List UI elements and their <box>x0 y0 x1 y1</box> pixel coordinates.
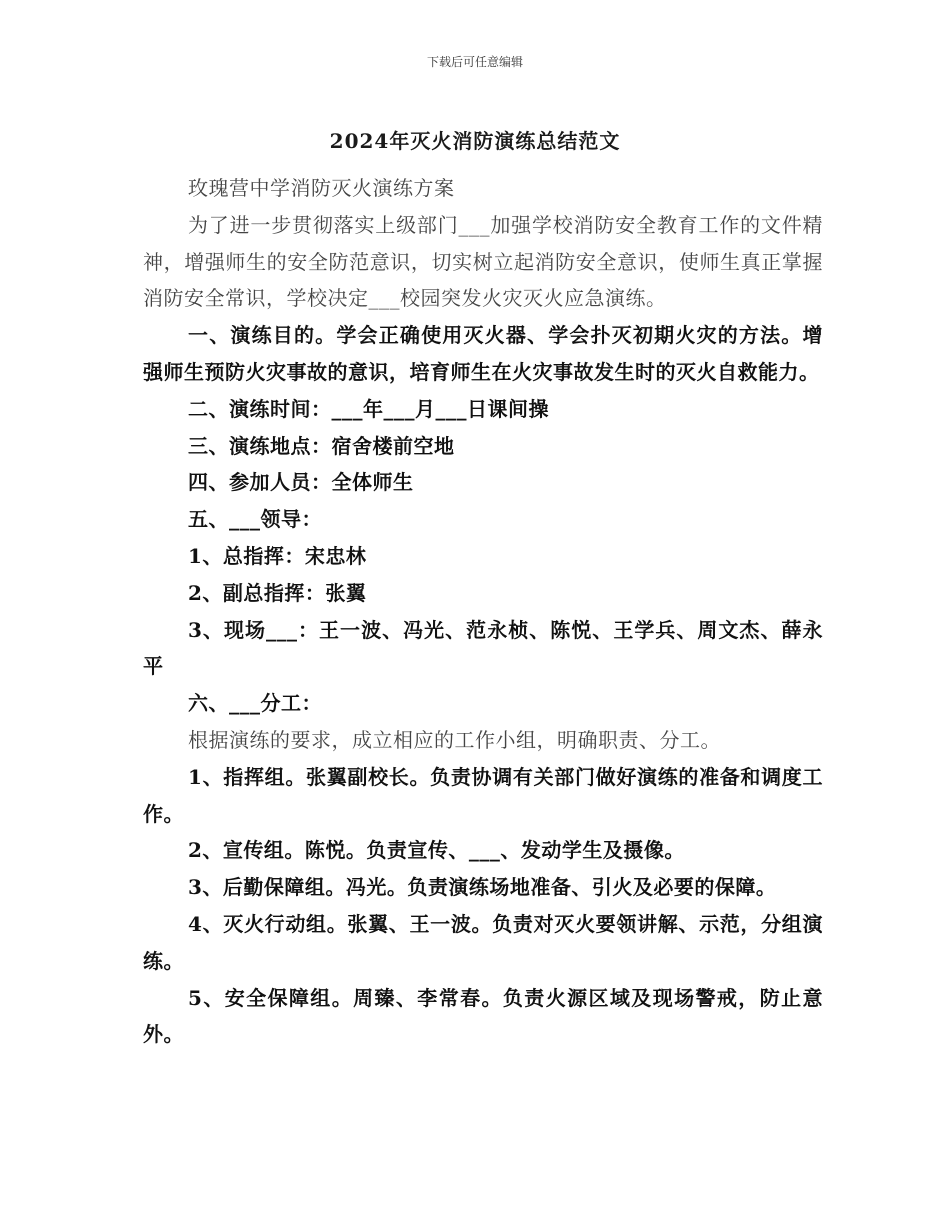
paragraph-location: 三、演练地点：宿舍楼前空地 <box>188 433 455 458</box>
paragraph-time: 二、演练时间：___年___月___日课间操 <box>188 396 549 421</box>
paragraph-publicity-group: 2、宣传组。陈悦。负责宣传、___、发动学生及摄像。 <box>188 838 685 863</box>
document-title: 2024年灭火消防演练总结范文 <box>329 129 621 153</box>
paragraph-deputy-commander: 2、副总指挥：张翼 <box>188 580 367 605</box>
document-body <box>143 170 823 1053</box>
paragraph-safety-group: 5、安全保障组。周臻、李常春。负责火源区域及现场警戒，防止意外。 <box>143 985 823 1047</box>
paragraph-division: 六、___分工： <box>188 691 322 716</box>
paragraph-logistics-group: 3、后勤保障组。冯光。负责演练场地准备、引火及必要的保障。 <box>188 875 777 900</box>
paragraph-groups-intro: 根据演练的要求，成立相应的工作小组，明确职责、分工。 <box>188 727 721 752</box>
paragraph-firefighting-group: 4、灭火行动组。张翼、王一波。负责对灭火要领讲解、示范，分组演练。 <box>143 911 823 973</box>
paragraph-onsite: 3、现场___：王一波、冯光、范永桢、陈悦、王学兵、周文杰、薛永平 <box>143 617 823 679</box>
paragraph-leadership: 五、___领导： <box>188 507 322 532</box>
paragraph-participants: 四、参加人员：全体师生 <box>188 470 414 495</box>
paragraph-school-plan-title: 玫瑰营中学消防灭火演练方案 <box>188 176 455 200</box>
header-note: 下载后可任意编辑 <box>426 55 523 69</box>
paragraph-intro: 为了进一步贯彻落实上级部门___加强学校消防安全教育工作的文件精神，增强师生的安全防范意识，切实树立起消防安全意识，使师生真正掌握消防安全常识，学校决定___校园突发火灾灭火应急演练。 <box>143 212 823 311</box>
paragraph-purpose: 一、演练目的。学会正确使用灭火器、学会扑灭初期火灾的方法。增强师生预防火灾事故的意识，培育师生在火灾事故发生时的灭火自救能力。 <box>143 323 823 384</box>
paragraph-commander: 1、总指挥：宋忠林 <box>188 543 367 568</box>
paragraph-command-group: 1、指挥组。张翼副校长。负责协调有关部门做好演练的准备和调度工作。 <box>143 764 823 826</box>
